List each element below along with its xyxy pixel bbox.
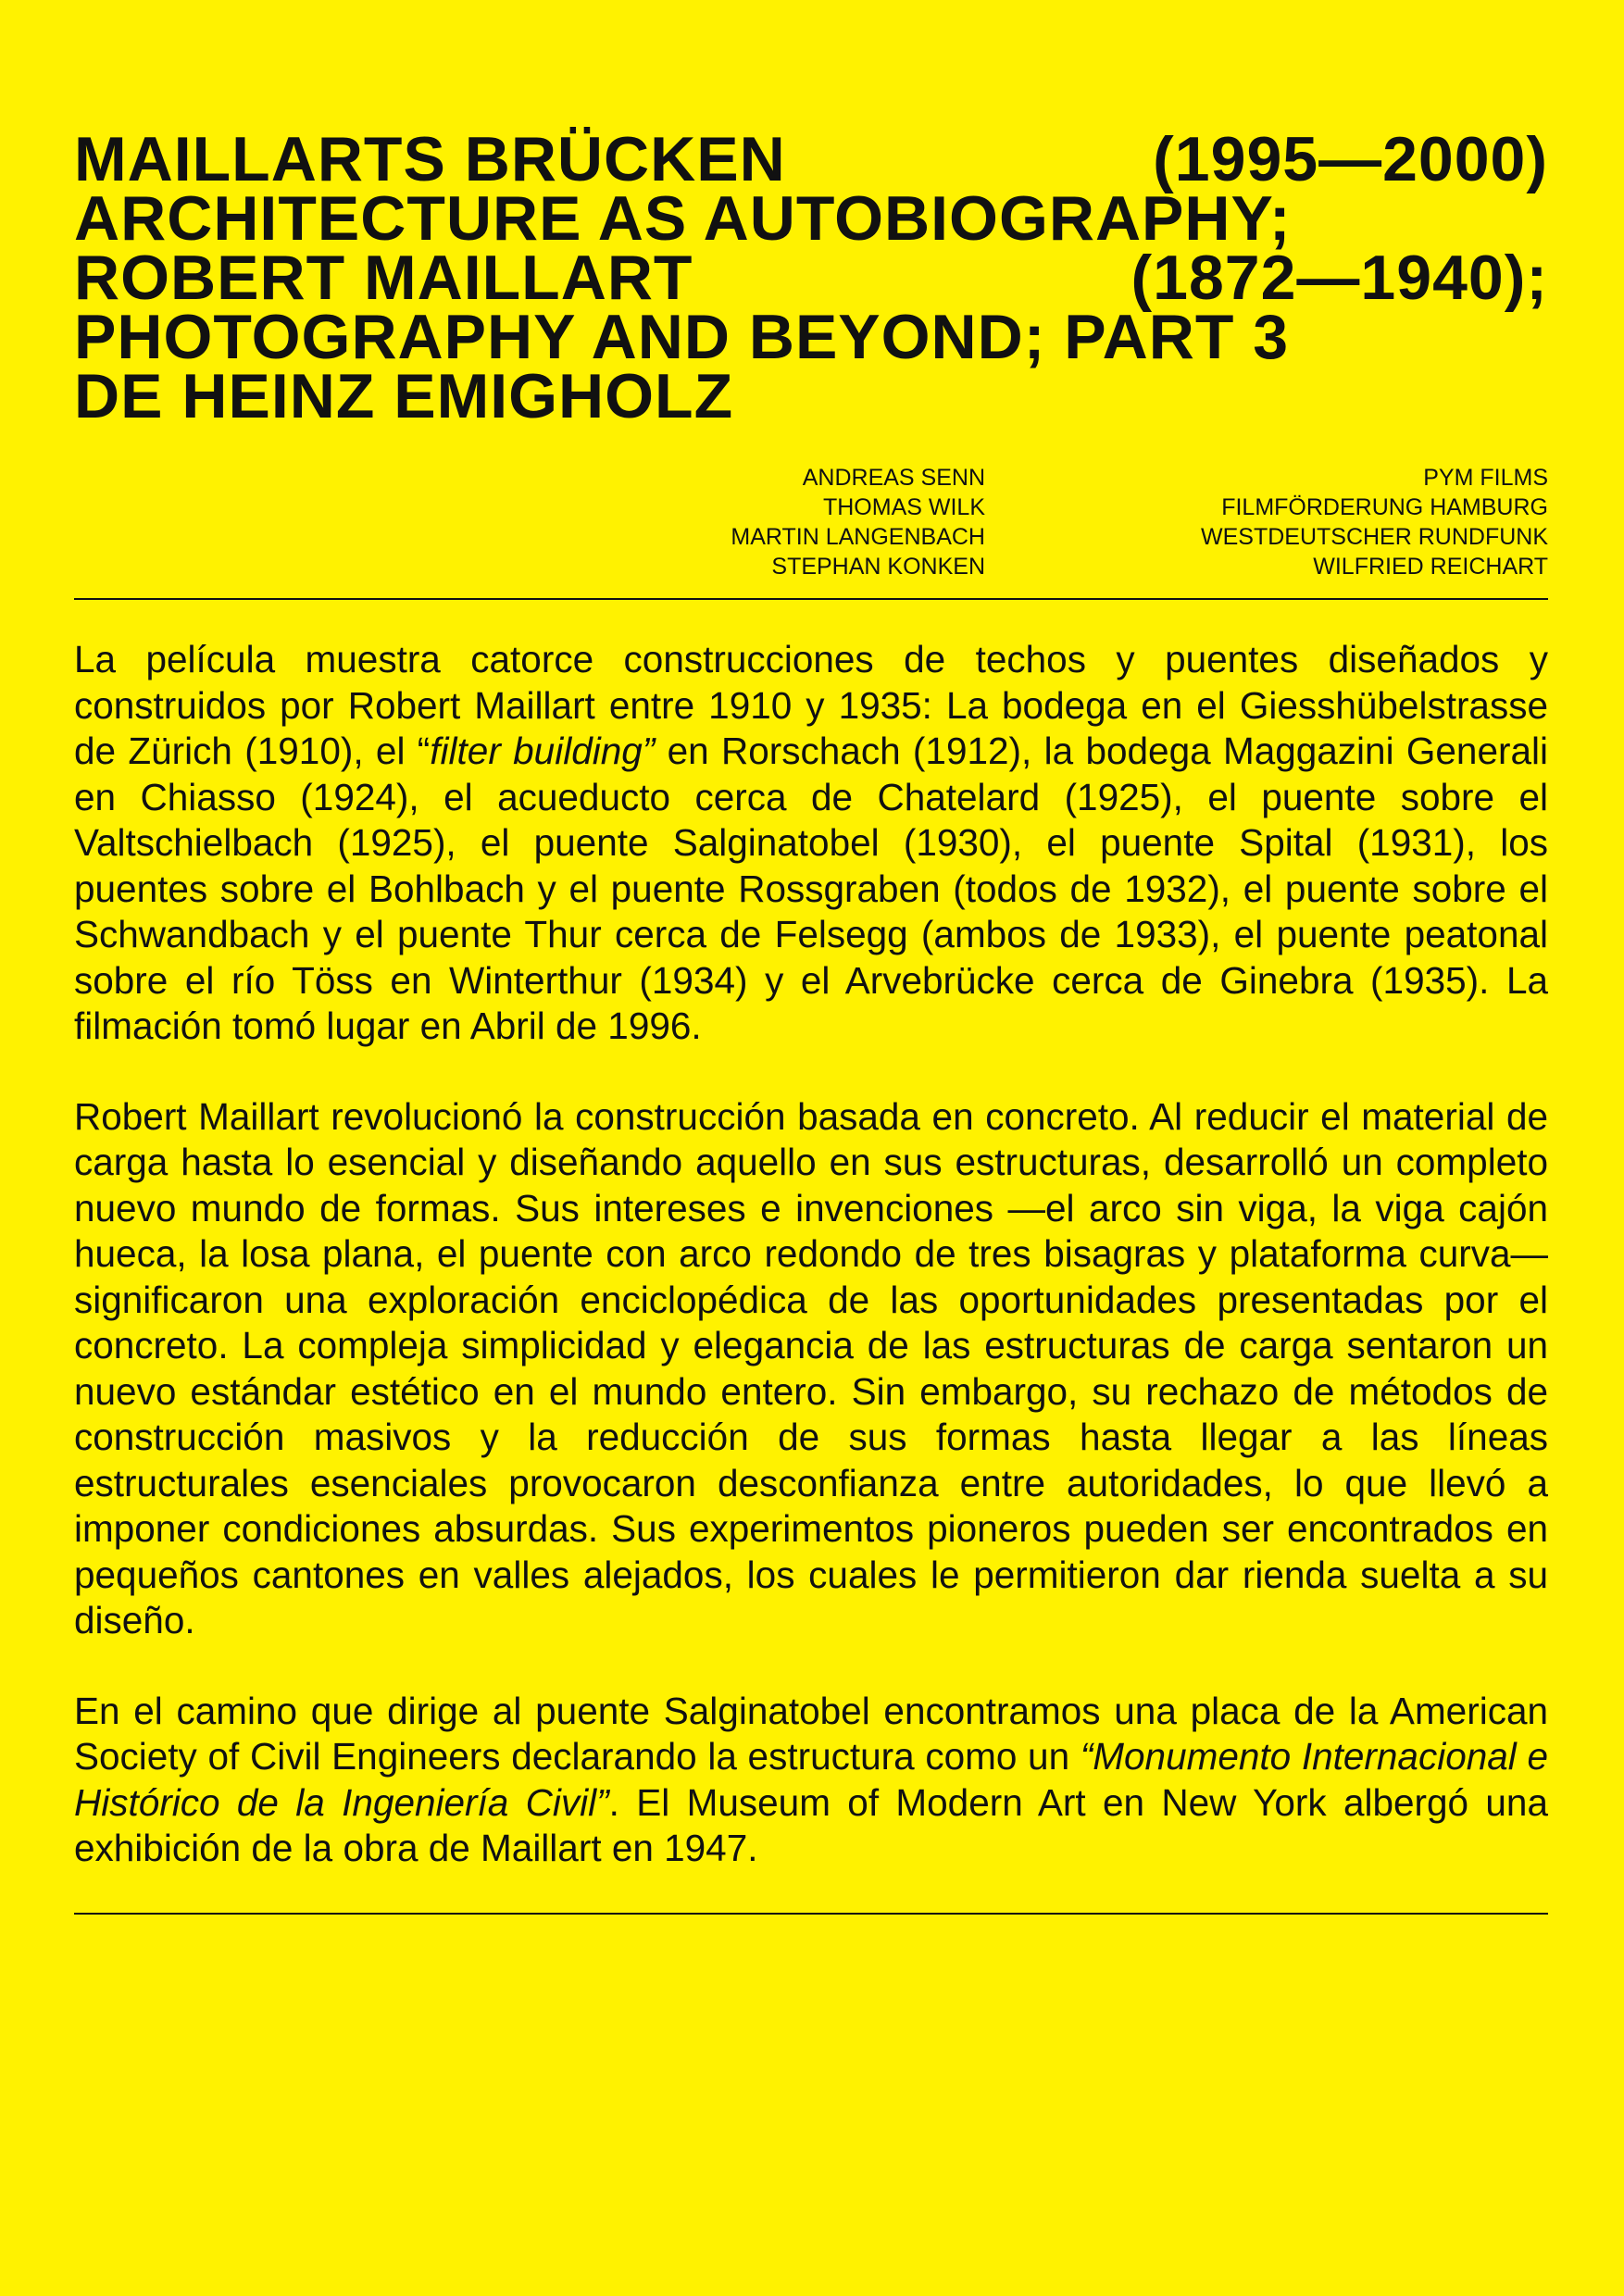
description: [74, 637, 1548, 1872]
paragraph-maillart: Robert Maillart revolucionó la construcción basada en concreto. Al reducir el material de carga hasta lo esencial y diseñando aquello en sus estructuras, desarrolló un completo nuevo mundo de formas. Sus intereses e invenciones —el arco sin viga, la viga cajón hueca, la losa plana, el puente con arco redondo de tres bisagras y plataforma curva— significaron una exploración enciclopédica de las oportunidades presentadas por el concreto. La compleja simplicidad y elegancia de las estructuras de carga sentaron un nuevo estándar estético en el mundo entero. Sin embargo, su rechazo de métodos de construcción masivos y la reducción de sus formas hasta llegar a las líneas estructurales esenciales provocaron desconfianza entre autoridades, lo que llevó a imponer condiciones absurdas. Sus experimentos pioneros pueden ser encontrados en pequeños cantones en valles alejados, los cuales le permitieron dar rienda suelta a su diseño.: [74, 1094, 1548, 1641]
paragraph-films: [74, 637, 1548, 1050]
divider-top: [74, 598, 1548, 600]
poster-page: [74, 124, 1548, 1915]
title-line-3: [74, 243, 1548, 313]
title-line-2: ARCHITECTURE AS AUTOBIOGRAPHY;: [74, 183, 1292, 254]
title-director: DE HEINZ EMIGHOLZ: [74, 361, 734, 431]
paragraph-emphasis: “Monumento Internacional e Histórico de la Ingeniería Civil”: [74, 1735, 1548, 1824]
production-credit: WESTDEUTSCHER RUNDFUNK: [1201, 524, 1548, 550]
divider-bottom: [74, 1913, 1548, 1915]
production-credit: WILFRIED REICHART: [1313, 554, 1548, 580]
credits-block: [74, 463, 1548, 581]
production-credits: [1201, 463, 1548, 581]
paragraph-text: . El Museum of Modern Art en New York albergó una exhibición de la obra de Maillart en 1947.: [74, 1780, 1548, 1869]
paragraph-text: en Rorschach (1912), la bodega Maggazini Generali en Chiasso (1924), el acueducto cerca de Chatelard (1925), el puente sobre el Valtschielbach (1925), el puente Salginatobel (1930), el puente Spital (1931), los puentes sobre el Bohlbach y el puente Rossgraben (todos de 1932), el puente sobre el Schwandbach y el puente Thur cerca de Felsegg (ambos de 1933), el puente peatonal sobre el río Töss en Winterthur (1934) y el Arvebrücke cerca de Ginebra (1935). La filmación tomó lugar en Abril de 1996.: [74, 730, 1548, 1047]
crew-credit: STEPHAN KONKEN: [771, 554, 985, 580]
paragraph-text: La película muestra catorce construcciones de techos y puentes diseñados y construidos por Robert Maillart entre 1910 y 1935: La bodega en el Giesshübelstrasse de Zürich (1910), el “: [74, 638, 1548, 772]
title-film-years: (1995—2000): [1153, 124, 1548, 194]
crew-credit: MARTIN LANGENBACH: [731, 524, 985, 550]
production-credit: PYM FILMS: [1423, 465, 1548, 491]
crew-credits: [731, 463, 985, 581]
crew-credit: ANDREAS SENN: [802, 465, 985, 491]
paragraph-text: En el camino que dirige al puente Salginatobel encontramos una placa de la American Society of Civil Engineers declarando la estructura como un: [74, 1689, 1548, 1778]
title-line-4: PHOTOGRAPHY AND BEYOND; PART 3: [74, 302, 1290, 372]
crew-credit: THOMAS WILK: [822, 494, 985, 520]
film-title: [74, 124, 1548, 431]
title-architect-years: (1872—1940);: [1131, 243, 1548, 313]
production-credit: FILMFÖRDERUNG HAMBURG: [1221, 494, 1548, 520]
paragraph-emphasis: filter building”: [430, 730, 656, 772]
title-film-name: MAILLARTS BRÜCKEN: [74, 124, 786, 194]
title-line-1: [74, 124, 1548, 194]
title-architect-name: ROBERT MAILLART: [74, 243, 693, 313]
paragraph-salginatobel: [74, 1689, 1548, 1872]
